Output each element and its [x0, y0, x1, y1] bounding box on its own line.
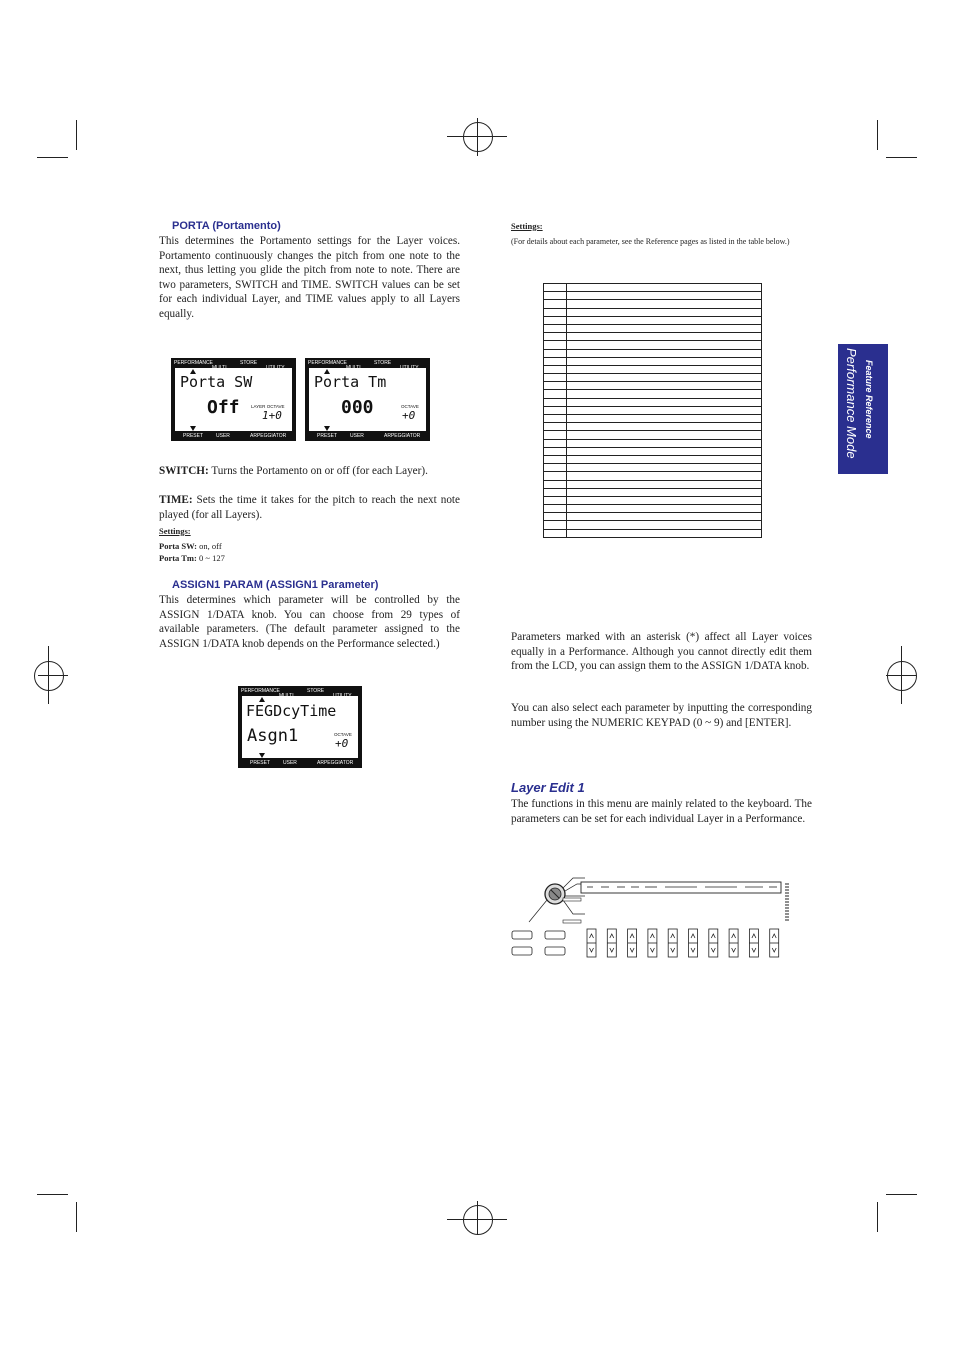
- table-cell: [544, 390, 567, 398]
- lcd-label-arpeggiator: ARPEGGIATOR: [384, 433, 421, 439]
- table-cell: [567, 513, 762, 521]
- porta-sw-setting: Porta SW: on, off: [159, 541, 222, 551]
- table-cell: [567, 521, 762, 529]
- table-row: [544, 423, 762, 431]
- lcd-octave-label: OCTAVE: [401, 404, 419, 409]
- arrow-down-icon: [324, 426, 330, 431]
- lcd-line1: Porta SW: [180, 373, 253, 391]
- lcd-octave-value: +0: [335, 737, 349, 750]
- crop-mark: [76, 1202, 77, 1232]
- settings-label: Settings:: [159, 526, 191, 536]
- lcd-line2: 000: [341, 397, 374, 418]
- table-cell: [567, 374, 762, 382]
- table-row: [544, 374, 762, 382]
- lcd-porta-sw: [171, 358, 296, 441]
- table-cell: [544, 382, 567, 390]
- table-cell: [567, 505, 762, 513]
- table-cell: [544, 455, 567, 463]
- table-row: [544, 316, 762, 324]
- table-row: [544, 431, 762, 439]
- side-tab: [838, 344, 888, 474]
- lcd-porta-tm: [305, 358, 430, 441]
- table-cell: [544, 423, 567, 431]
- panel-button: [512, 931, 532, 939]
- lcd-line2: Asgn1: [247, 726, 299, 746]
- table-row: [544, 496, 762, 504]
- table-cell: [544, 316, 567, 324]
- table-cell: [567, 447, 762, 455]
- table-row: [544, 398, 762, 406]
- assign-heading: ASSIGN1 PARAM (ASSIGN1 Parameter): [172, 579, 379, 591]
- table-cell: [567, 308, 762, 316]
- table-row: [544, 439, 762, 447]
- table-cell: [544, 447, 567, 455]
- table-cell: [567, 341, 762, 349]
- table-row: [544, 390, 762, 398]
- table-row: [544, 365, 762, 373]
- table-row: [544, 349, 762, 357]
- porta-heading: PORTA (Portamento): [172, 220, 281, 232]
- panel-button: [545, 931, 565, 939]
- table-cell: [544, 324, 567, 332]
- table-cell: [567, 472, 762, 480]
- lcd-label-preset: PRESET: [250, 760, 271, 766]
- lcd-label-user: USER: [216, 433, 230, 439]
- table-cell: [567, 365, 762, 373]
- keypad-paragraph: You can also select each parameter by inputting the corresponding number using the NUMERIC KEYPAD (0 ~ 9) and [ENTER].: [511, 702, 812, 729]
- lcd-octave-label: OCTAVE: [334, 732, 352, 737]
- table-cell: [567, 357, 762, 365]
- table-cell: [567, 333, 762, 341]
- table-cell: [544, 300, 567, 308]
- table-cell: [567, 284, 762, 292]
- table-cell: [567, 488, 762, 496]
- table-row: [544, 447, 762, 455]
- table-cell: [567, 480, 762, 488]
- table-cell: [567, 431, 762, 439]
- table-cell: [567, 406, 762, 414]
- table-cell: [544, 529, 567, 537]
- asterisk-paragraph: Parameters marked with an asterisk (*) affect all Layer voices equally in a Performance. Although you cannot directly edit them from the LCD, you can assign them to the ASSIGN 1/DATA knob.: [511, 631, 812, 672]
- lcd-layer-octave-value: 1+0: [262, 409, 282, 422]
- table-row: [544, 300, 762, 308]
- porta-body: This determines the Portamento settings for the Layer voices. Portamento continuously changes the pitch from one note to the next, thus letting you glide the pitch from note to note. There are two parameters, SWITCH and TIME. SWITCH values can be set for each individual Layer, and TIME values apply to all Layers equally.: [159, 235, 460, 320]
- lcd-label-preset: PRESET: [183, 433, 204, 439]
- table-row: [544, 513, 762, 521]
- right-settings-label: Settings:: [511, 221, 543, 231]
- table-cell: [544, 341, 567, 349]
- lcd-label-arpeggiator: ARPEGGIATOR: [317, 760, 354, 766]
- table-cell: [544, 505, 567, 513]
- side-tab-performance-mode: Performance Mode: [844, 348, 859, 459]
- assign-body: This determines which parameter will be controlled by the ASSIGN 1/DATA knob. You can choose from 29 types of available parameters. (The default parameter assigned to the ASSIGN 1/DATA knob depends on the Performance selected.): [159, 594, 460, 650]
- table-cell: [567, 324, 762, 332]
- table-row: [544, 472, 762, 480]
- table-cell: [544, 374, 567, 382]
- lcd-label-performance: PERFORMANCE: [174, 360, 213, 366]
- lcd-line1: FEGDcyTime: [246, 702, 337, 720]
- table-cell: [544, 333, 567, 341]
- settings-note: (For details about each parameter, see the Reference pages as listed in the table below.): [511, 237, 790, 246]
- lcd-assign1: [238, 686, 362, 768]
- table-cell: [544, 357, 567, 365]
- lcd-label-arpeggiator: ARPEGGIATOR: [250, 433, 287, 439]
- table-cell: [544, 496, 567, 504]
- lcd-label-user: USER: [350, 433, 364, 439]
- crop-mark: [877, 1202, 878, 1232]
- table-row: [544, 308, 762, 316]
- arrow-down-icon: [190, 426, 196, 431]
- table-cell: [567, 398, 762, 406]
- lcd-label-user: USER: [283, 760, 297, 766]
- table-cell: [567, 423, 762, 431]
- table-cell: [544, 431, 567, 439]
- table-row: [544, 406, 762, 414]
- crop-mark: [76, 120, 77, 150]
- layer-edit-body: The functions in this menu are mainly related to the keyboard. The parameters can be set for each individual Layer in a Performance.: [511, 798, 812, 825]
- table-cell: [544, 488, 567, 496]
- layer-edit-heading: Layer Edit 1: [511, 780, 585, 795]
- table-row: [544, 357, 762, 365]
- table-cell: [544, 292, 567, 300]
- crop-mark: [37, 157, 68, 158]
- lcd-layer-label: LAYER OCTAVE: [251, 404, 285, 409]
- table-cell: [567, 439, 762, 447]
- table-row: [544, 292, 762, 300]
- table-cell: [544, 464, 567, 472]
- table-cell: [544, 521, 567, 529]
- panel-lcd: [581, 882, 781, 893]
- table-cell: [544, 513, 567, 521]
- table-row: [544, 382, 762, 390]
- lcd-line2: Off: [207, 397, 240, 418]
- table-cell: [544, 398, 567, 406]
- table-cell: [567, 390, 762, 398]
- table-cell: [544, 415, 567, 423]
- crop-mark: [37, 1194, 68, 1195]
- lcd-label-store: STORE: [240, 360, 258, 366]
- lcd-label-preset: PRESET: [317, 433, 338, 439]
- crop-mark: [886, 1194, 917, 1195]
- table-cell: [544, 480, 567, 488]
- time-description: TIME: Sets the time it takes for the pitch to reach the next note played (for all Layers).: [159, 494, 460, 521]
- table-row: [544, 505, 762, 513]
- table-cell: [567, 455, 762, 463]
- table-cell: [567, 415, 762, 423]
- table-cell: [544, 365, 567, 373]
- table-row: [544, 529, 762, 537]
- table-cell: [567, 349, 762, 357]
- table-cell: [567, 292, 762, 300]
- table-cell: [567, 496, 762, 504]
- table-cell: [544, 284, 567, 292]
- table-row: [544, 455, 762, 463]
- panel-button: [545, 947, 565, 955]
- table-cell: [544, 308, 567, 316]
- panel-button: [512, 947, 532, 955]
- table-cell: [567, 316, 762, 324]
- table-cell: [544, 406, 567, 414]
- table-row: [544, 415, 762, 423]
- table-cell: [544, 349, 567, 357]
- lcd-label-store: STORE: [374, 360, 392, 366]
- lcd-line1: Porta Tm: [314, 373, 387, 391]
- side-tab-feature-reference: Feature Reference: [864, 360, 874, 439]
- table-cell: [567, 382, 762, 390]
- switch-description: SWITCH: Turns the Portamento on or off (for each Layer).: [159, 465, 428, 477]
- lcd-label-performance: PERFORMANCE: [308, 360, 347, 366]
- table-row: [544, 333, 762, 341]
- table-row: [544, 480, 762, 488]
- lcd-octave-value: +0: [402, 409, 416, 422]
- lcd-label-performance: PERFORMANCE: [241, 688, 280, 694]
- porta-tm-setting: Porta Tm: 0 ~ 127: [159, 553, 225, 563]
- parameter-table: [543, 283, 762, 538]
- table-row: [544, 341, 762, 349]
- table-cell: [544, 472, 567, 480]
- table-cell: [567, 300, 762, 308]
- table-cell: [567, 464, 762, 472]
- table-row: [544, 324, 762, 332]
- table-row: [544, 284, 762, 292]
- table-cell: [544, 439, 567, 447]
- table-cell: [567, 529, 762, 537]
- table-row: [544, 464, 762, 472]
- table-row: [544, 521, 762, 529]
- lcd-label-store: STORE: [307, 688, 325, 694]
- crop-mark: [886, 157, 917, 158]
- table-row: [544, 488, 762, 496]
- crop-mark: [877, 120, 878, 150]
- front-panel-diagram: [505, 870, 795, 962]
- arrow-down-icon: [259, 753, 265, 758]
